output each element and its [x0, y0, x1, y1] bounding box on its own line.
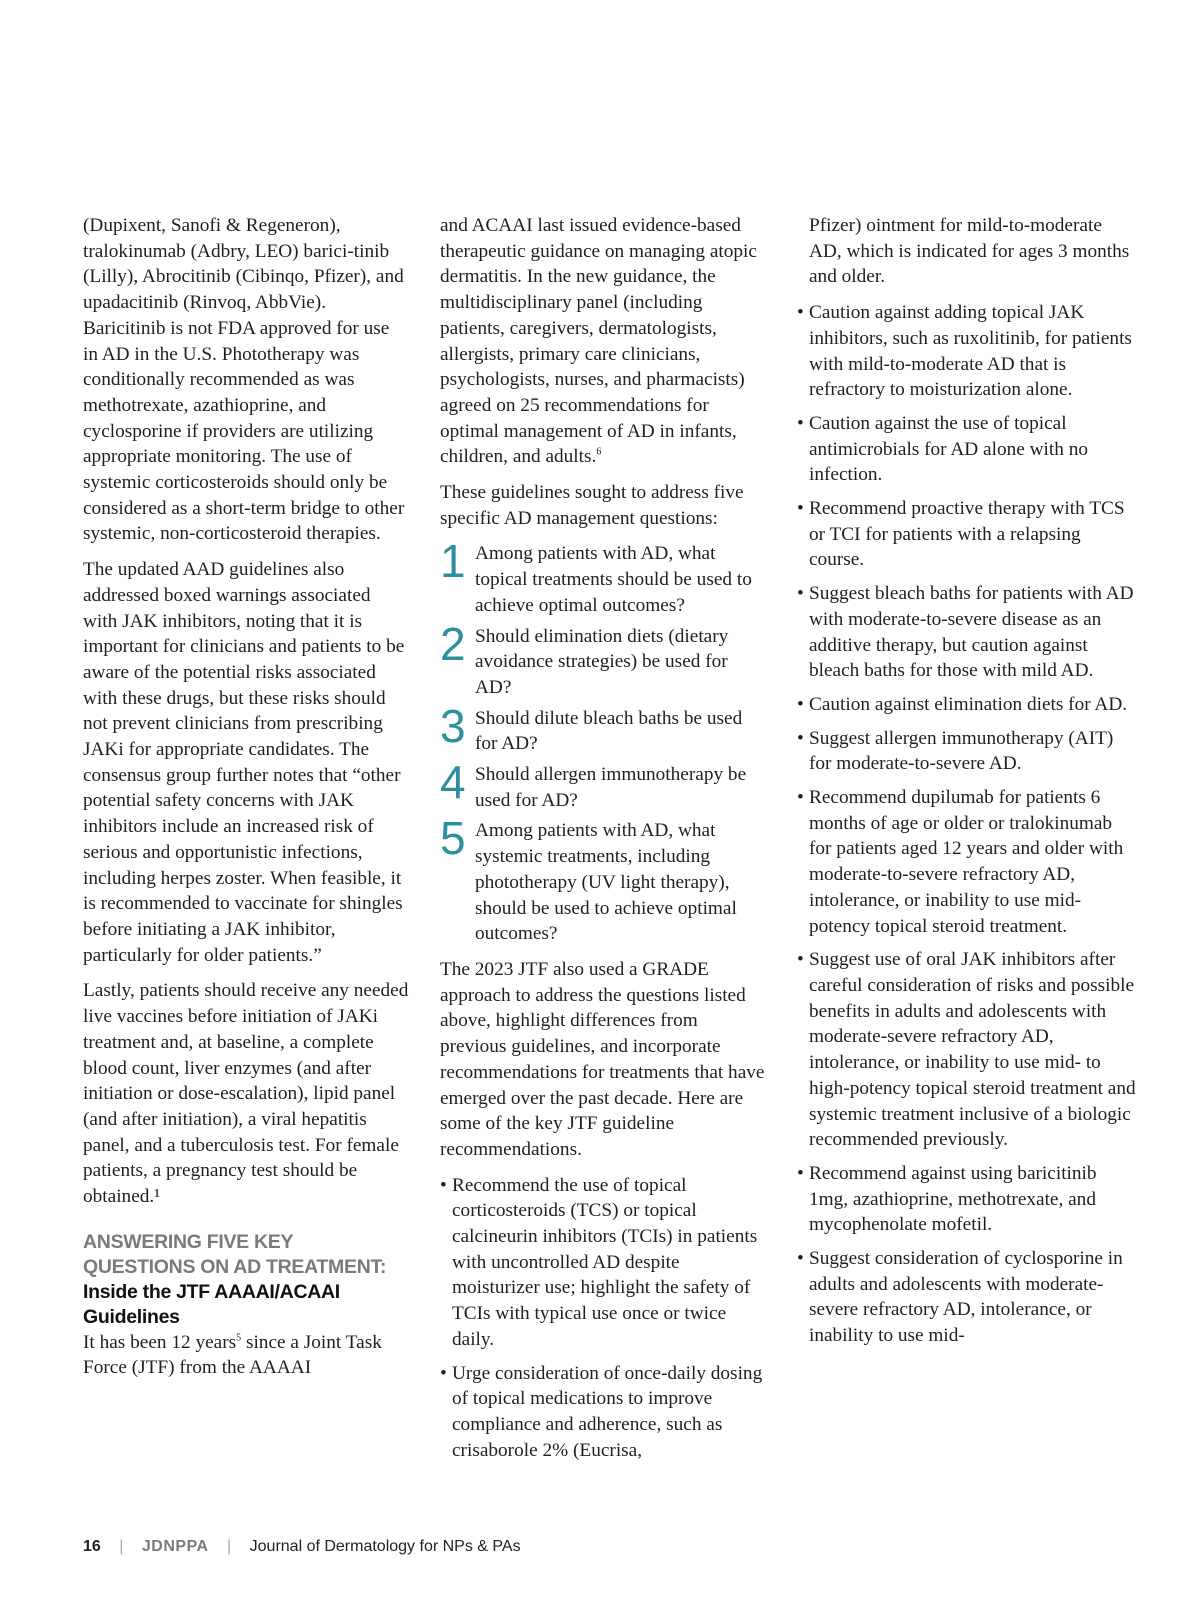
list-item: [797, 1246, 1137, 1349]
question-item: [440, 699, 766, 757]
bullet-icon: •: [797, 302, 804, 324]
question-text: Among patients with AD, what systemic treatments, including phototherapy (UV light therapy), should be used to achieve optimal outcomes?: [475, 820, 737, 945]
question-number: 3: [440, 699, 466, 752]
question-text: Should elimination diets (dietary avoidance strategies) be used for AD?: [475, 625, 729, 698]
question-number: 5: [440, 812, 466, 865]
list-item: [440, 1173, 766, 1353]
question-number: 1: [440, 535, 466, 588]
list-item: [797, 947, 1137, 1153]
bullet-icon: •: [797, 498, 804, 520]
citation-ref: 6: [596, 446, 602, 458]
column-3: [797, 213, 1137, 1357]
list-item-text: Urge consideration of once-daily dosing of topical medications to improve compliance and adherence, such as crisaborole 2% (Eucrisa,: [452, 1362, 763, 1461]
bullet-icon: •: [797, 727, 804, 749]
list-item: [797, 692, 1137, 718]
question-item: [440, 756, 766, 813]
paragraph: [440, 213, 766, 470]
question-text: Should allergen immunotherapy be used for AD?: [475, 764, 747, 811]
list-item-text: Recommend against using baricitinib 1mg, azathioprine, methotrexate, and mycophenolate mofetil.: [809, 1162, 1097, 1236]
list-item: [440, 1361, 766, 1464]
section-heading: ANSWERING FIVE KEY QUESTIONS ON AD TREATMENT:: [83, 1230, 387, 1278]
list-item: [797, 581, 1137, 684]
column-2: [440, 213, 766, 1471]
bullet-icon: •: [440, 1174, 447, 1196]
list-item-text: Suggest consideration of cyclosporine in adults and adolescents with moderate-severe refractory AD, intolerance, or inability to use mid-: [809, 1248, 1123, 1347]
list-item: [797, 496, 1137, 573]
bullet-icon: •: [797, 412, 804, 434]
bullet-icon: •: [797, 693, 804, 715]
list-item: [797, 411, 1137, 488]
question-list: [440, 535, 766, 947]
question-number: 2: [440, 617, 466, 670]
list-item-text: Caution against the use of topical antimicrobials for AD alone with no infection.: [809, 412, 1088, 486]
footer-separator: |: [119, 1538, 124, 1555]
question-text: Among patients with AD, what topical treatments should be used to achieve optimal outcomes?: [475, 543, 752, 616]
bullet-icon: •: [797, 1162, 804, 1184]
list-item: [797, 1161, 1137, 1238]
list-item-text: Suggest bleach baths for patients with AD with moderate-to-severe disease as an additive therapy, but caution against bleach baths for those with mild AD.: [809, 583, 1134, 682]
list-item: [797, 726, 1137, 777]
footer-separator: |: [227, 1538, 232, 1555]
bullet-icon: •: [797, 949, 804, 971]
list-item-text: Recommend proactive therapy with TCS or TCI for patients with a relapsing course.: [809, 498, 1125, 571]
question-item: [440, 617, 766, 701]
bullet-icon: •: [797, 583, 804, 605]
journal-abbrev: JDNPPA: [141, 1538, 209, 1555]
list-item-text: Recommend the use of topical corticosteroids (TCS) or topical calcineurin inhibitors (TCIs) in patients with uncontrolled AD despite moisturizer use; highlight the safety of TCIs with typical use once or twice daily.: [452, 1174, 758, 1350]
paragraph: Lastly, patients should receive any needed live vaccines before initiation of JAKi treatment and, at baseline, a complete blood count, liver enzymes (and after initiation or dose-escalation), lipid panel (and after initiation), a viral hepatitis panel, and a tuberculosis test. For female patients, a pregnancy test should be obtained.¹: [83, 980, 409, 1208]
question-item: [440, 535, 766, 618]
section-subheading: Inside the JTF AAAAI/ACAAI Guidelines: [83, 1280, 340, 1328]
text-run: and ACAAI last issued evidence-based therapeutic guidance on managing atopic dermatitis. In the new guidance, the multidisciplinary panel (including patients, caregivers, dermatologists, allergists, primary care clinicians, psychologists, nurses, and pharmacists) agreed on 25 recommendations for optimal management of AD in infants, children, and adults.: [440, 215, 757, 468]
column-1: [83, 213, 409, 1391]
paragraph: The updated AAD guidelines also addressed boxed warnings associated with JAK inhibitors, noting that it is important for clinicians and patients to be aware of the potential risks associated with these drugs, but these risks should not prevent clinicians from prescribing JAKi for appropriate candidates. The consensus group further notes that “other potential safety concerns with JAK inhibitors include an increased risk of serious and opportunistic infections, including herpes zoster. When feasible, it is recommended to vaccinate for shingles before initiating a JAK inhibitor, particularly for older patients.”: [83, 559, 405, 966]
journal-name: Journal of Dermatology for NPs & PAs: [249, 1538, 521, 1555]
paragraph: The 2023 JTF also used a GRADE approach to address the questions listed above, highlight differences from previous guidelines, and incorporate recommendations for treatments that have emerged over the past decade. Here are some of the key JTF guideline recommendations.: [440, 958, 765, 1160]
list-item-text: Suggest use of oral JAK inhibitors after careful consideration of risks and possible benefits in adults and adolescents with moderate-severe refractory AD, intolerance, or inability to use mid- to high-potency topical steroid treatment and systemic treatment inclusive of a biologic recommended previously.: [809, 949, 1136, 1151]
bullet-icon: •: [797, 787, 804, 809]
text-run: It has been 12 years: [83, 1331, 237, 1353]
paragraph: (Dupixent, Sanofi & Regeneron), tralokinumab (Adbry, LEO) barici-tinib (Lilly), Abrocitinib (Cibinqo, Pfizer), and upadacitinib (Rinvoq, AbbVie). Baricitinib is not FDA approved for use in AD in the U.S. Phototherapy was conditionally recommended as was methotrexate, azathioprine, and cyclosporine if providers are utilizing appropriate monitoring. The use of systemic corticosteroids should only be considered as a short-term bridge to other systemic, non-corticosteroid therapies.: [83, 215, 405, 545]
recommendation-list: [440, 1173, 766, 1464]
paragraph: Pfizer) ointment for mild-to-moderate AD, which is indicated for ages 3 months and older.: [809, 215, 1130, 288]
list-item-text: Recommend dupilumab for patients 6 months of age or older or tralokinumab for patients aged 12 years and older with moderate-to-severe refractory AD, intolerance, or inability to use mid-potency topical steroid treatment.: [809, 787, 1124, 937]
list-item-text: Suggest allergen immunotherapy (AIT) for moderate-to-severe AD.: [809, 727, 1114, 775]
citation-ref: 5: [236, 1332, 242, 1344]
question-number: 4: [440, 756, 466, 809]
paragraph: [83, 1330, 409, 1381]
list-item-text: Caution against adding topical JAK inhibitors, such as ruxolitinib, for patients with mild-to-moderate AD that is refractory to moisturization alone.: [809, 302, 1132, 401]
text-run: since a Joint Task Force (JTF) from the AAAAI: [83, 1331, 382, 1379]
list-item-text: Caution against elimination diets for AD.: [809, 693, 1128, 715]
bullet-icon: •: [797, 1248, 804, 1270]
bullet-icon: •: [440, 1362, 447, 1384]
paragraph: These guidelines sought to address five specific AD management questions:: [440, 482, 744, 529]
list-item: [797, 785, 1137, 939]
list-item: [797, 300, 1137, 403]
question-text: Should dilute bleach baths be used for AD?: [475, 707, 743, 755]
page-footer: [83, 1538, 521, 1556]
page-number: 16: [83, 1538, 101, 1555]
question-item: [440, 812, 766, 947]
recommendation-list: [797, 300, 1137, 1349]
